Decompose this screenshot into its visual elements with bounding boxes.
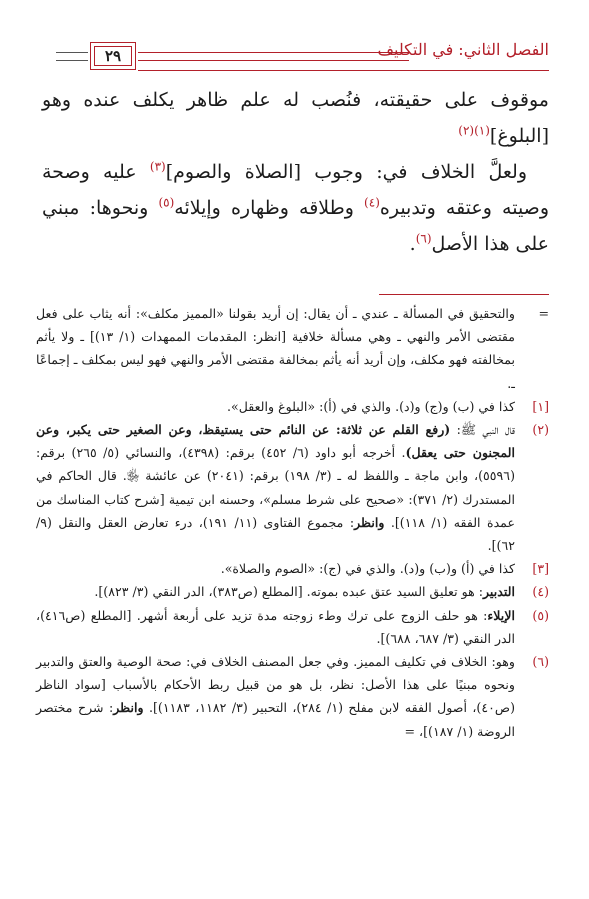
header-underline (138, 70, 549, 71)
footnote-text: كذا في (ب) و(ج) و(د). والذي في (أ): «البلوغ والعقل». (226, 398, 515, 414)
footnote-ref-3[interactable]: (٣) (149, 159, 166, 174)
footnote-number: (٦) (532, 654, 549, 670)
footnote-text: : هو تعليق السيد عتق عبده بموته. [المطلع (ص٣٨٣)، الدر النقي (٣/ ٨٢٣)]. (94, 584, 483, 600)
page-number: ٢٩ (94, 46, 132, 66)
chapter-title: الفصل الثاني: في التكليف (377, 40, 549, 59)
footnote-number: (٤) (532, 584, 549, 600)
main-text (42, 82, 549, 262)
footnote-1 (36, 395, 549, 418)
term-label: الإيلاء (487, 607, 515, 623)
hadith-quote: (رفع القلم عن ثلاثة: عن النائم حتى يستيقظ، وعن الصغير حتى يكبر، وعن المجنون حتى يعقل) (36, 422, 515, 461)
header-rule-middle (138, 52, 409, 61)
footnote-divider (379, 294, 549, 295)
page-header (50, 38, 549, 78)
see-also-label: وانظر (354, 514, 385, 530)
page-number-frame (90, 42, 136, 70)
footnote-number: (٢) (532, 422, 549, 438)
footnote-text: والتحقيق في المسألة ـ عندي ـ أن يقال: إن أريد بقولنا «المميز مكلف»: أنه يثاب على فعل مقتضى الأمر والنهي ـ وهي مسألة خلافية [انظر: المقدمات الممهدات (١/ ١٣)] ـ ولا يأثم بمخالفته فهو مكلف، وإن أريد أنه يأثم بمخالفة مقتضى الأمر والنهي فهو ليس بمكلف ـ إجماعًا ـ. (36, 306, 515, 391)
main-paragraph-1 (42, 82, 549, 154)
footnotes (36, 302, 549, 743)
footnote-2 (36, 418, 549, 557)
footnote-6 (36, 650, 549, 743)
main-text-run: وطلاقه وظهاره وإيلائه (174, 197, 365, 219)
footnote-text: : شرح مختصر الروضة (١/ ١٨٧)]، (36, 700, 515, 739)
footnote-4 (36, 580, 549, 603)
see-also-label: وانظر (113, 700, 144, 716)
main-text-run: عليه وصحة وصيته وعتقه وتدبيره (42, 161, 549, 219)
footnote-ref-1[interactable]: (١) (474, 123, 490, 138)
footnote-text: وهو: الخلاف في تكليف المميز. وفي جعل المصنف الخلاف في: صحة الوصية والعتق والتدبير ونحوه مبنيًا على هذا الأصل: نظر، بل هو من قبيل ربط الأحكام بالأسباب [سواد الناظر (ص٤٠)، أصول الفقه لابن مفلح (١/ ٢٨٤)، التحبير (٣/ ١١٨٢، ١١٨٣)]. (36, 654, 516, 716)
footnote-text: : هو حلف الزوج على ترك وطء زوجته مدة تزيد على أربعة أشهر. [المطلع (ص٤١٦)، الدر النقي (٣/ ٦٨٧، ٦٨٨)]. (36, 607, 515, 646)
footnote-continuation (36, 302, 549, 395)
footnote-text: . أخرجه أبو داود (٦/ ٤٥٢) برقم: (٤٣٩٨)، والنسائي (٥/ ٢٦٥) برقم: (٥٥٩٦)، وابن ماجة ـ واللفظ له ـ (٣/ ١٩٨) برقم: (٢٠٤١) عن عائشة ﵂. قال الحاكم في المستدرك (٢/ ٣٧١): «صحيح على شرط مسلم»، وحسنه ابن تيمية [شرح كتاب المناسك من عمدة الفقه (١/ ١١٨)]. (36, 445, 516, 530)
main-text-run: موقوف على حقيقته، فنُصب له علم ظاهر يكلف عنده وهو [البلوغ] (42, 89, 549, 147)
footnote-ref-2[interactable]: (٢) (458, 123, 475, 138)
footnote-ref-5[interactable]: (٥) (158, 195, 175, 210)
footnote-3 (36, 557, 549, 580)
main-text-run: ولعلَّ الخلاف في: وجوب [الصلاة والصوم] (165, 161, 527, 183)
footnote-text: : مجموع الفتاوى (١١/ ١٩١)، درء تعارض العقل والنقل (٩/ ٦٢)]. (36, 514, 515, 554)
footnote-text: كذا في (أ) و(ب) و(د). والذي في (ج): «الصوم والصلاة». (220, 561, 515, 577)
continuation-marker: = (538, 306, 549, 321)
footnote-ref-4[interactable]: (٤) (364, 195, 380, 210)
footnote-ref-6[interactable]: (٦) (415, 231, 432, 246)
continuation-marker: = (404, 723, 416, 739)
footnote-5 (36, 604, 549, 650)
footnote-text: قال النبي ﷺ: (450, 422, 515, 438)
footnote-number: (٥) (532, 607, 549, 623)
header-rule-left (56, 52, 88, 61)
footnote-number: [١] (532, 398, 549, 414)
main-paragraph-2 (42, 154, 549, 262)
main-text-run: . (409, 233, 416, 255)
main-text-run: ونحوها: مبني على هذا الأصل (42, 197, 549, 255)
term-label: التدبير (482, 584, 515, 600)
footnote-number: [٣] (532, 561, 549, 577)
